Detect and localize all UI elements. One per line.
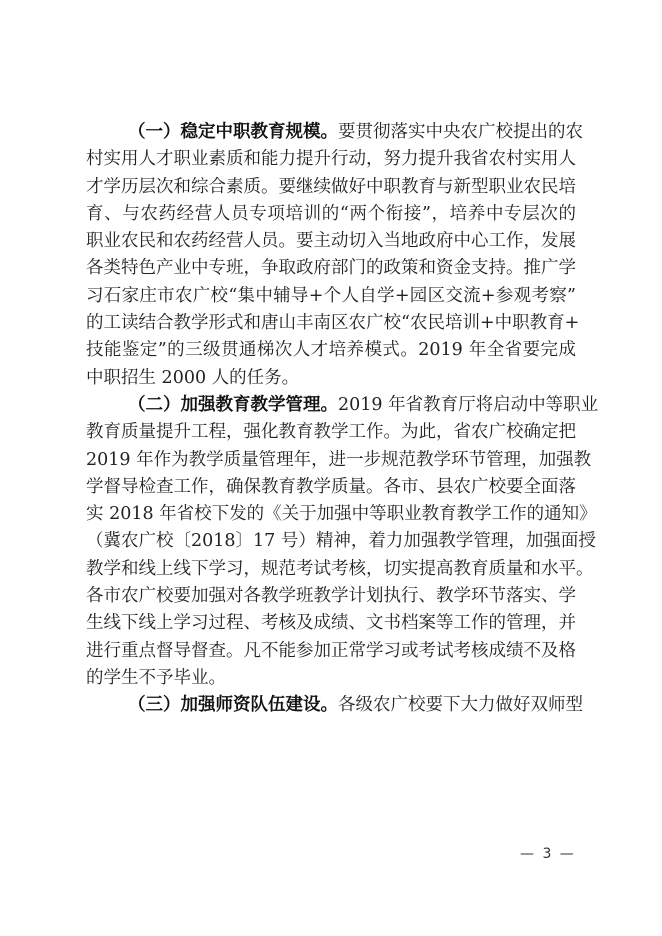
text-line: 进行重点督导督查。凡不能参加正常学习或考试考核成绩不及格 (86, 640, 576, 661)
section-3-first-line (86, 692, 583, 719)
text-run: 要贯彻落实中央农广校提出的农 (338, 122, 583, 142)
text-line: 习石家庄市农广校“集中辅导+个人自学+园区交流+参观考察” (86, 285, 576, 306)
section-3-heading: （三）加强师资队伍建设。 (128, 695, 338, 716)
text-line: 生线下线上学习过程、考核及成绩、文书档案等工作的管理，并 (86, 613, 576, 634)
text-line: 各类特色产业中专班，争取政府部门的政策和资金支持。推广学 (86, 258, 576, 279)
text-line: 2019 年作为教学质量管理年，进一步规范教学环节管理，加强教 (86, 449, 592, 470)
text-line: 的工读结合教学形式和唐山丰南区农广校“农民培训+中职教育+ (86, 313, 580, 334)
text-line: 实 2018 年省校下发的《关于加强中等职业教育教学工作的通知》 (86, 504, 597, 525)
section-2-first-line (86, 392, 599, 419)
document-body (86, 119, 599, 720)
text-line: 育、与农药经营人员专项培训的“两个衔接”，培养中专层次的 (86, 203, 576, 224)
text-line: 技能鉴定”的三级贯通梯次人才培养模式。2019 年全省要完成 (86, 340, 576, 361)
text-line: （冀农广校〔2018〕17 号）精神，着力加强教学管理，加强面授 (86, 531, 596, 552)
text-line: 职业农民和农药经营人员。要主动切入当地政府中心工作，发展 (86, 231, 576, 252)
text-line: 才学历层次和综合素质。要继续做好中职教育与新型职业农民培 (86, 176, 576, 197)
section-2-heading: （二）加强教育教学管理。 (128, 394, 338, 415)
page-number: — 3 — (520, 846, 576, 862)
text-run: 各级农广校要下大力做好双师型 (338, 695, 583, 716)
section-1-heading: （一）稳定中职教育规模。 (128, 122, 338, 142)
text-run: 2019 年省教育厅将启动中等职业 (338, 394, 599, 415)
text-line: 教学和线上线下学习，规范考试考核，切实提高教育质量和水平。 (86, 558, 594, 579)
text-line: 各市农广校要加强对各教学班教学计划执行、教学环节落实、学 (86, 586, 576, 607)
text-line: 学督导检查工作，确保教育教学质量。各市、县农广校要全面落 (86, 476, 576, 497)
text-line: 的学生不予毕业。 (86, 667, 226, 688)
text-line: 教育质量提升工程，强化教育教学工作。为此，省农广校确定把 (86, 422, 576, 443)
text-line: 中职招生 2000 人的任务。 (86, 367, 300, 388)
text-line: 村实用人才职业素质和能力提升行动，努力提升我省农村实用人 (86, 149, 576, 170)
section-1-first-line (86, 119, 583, 146)
